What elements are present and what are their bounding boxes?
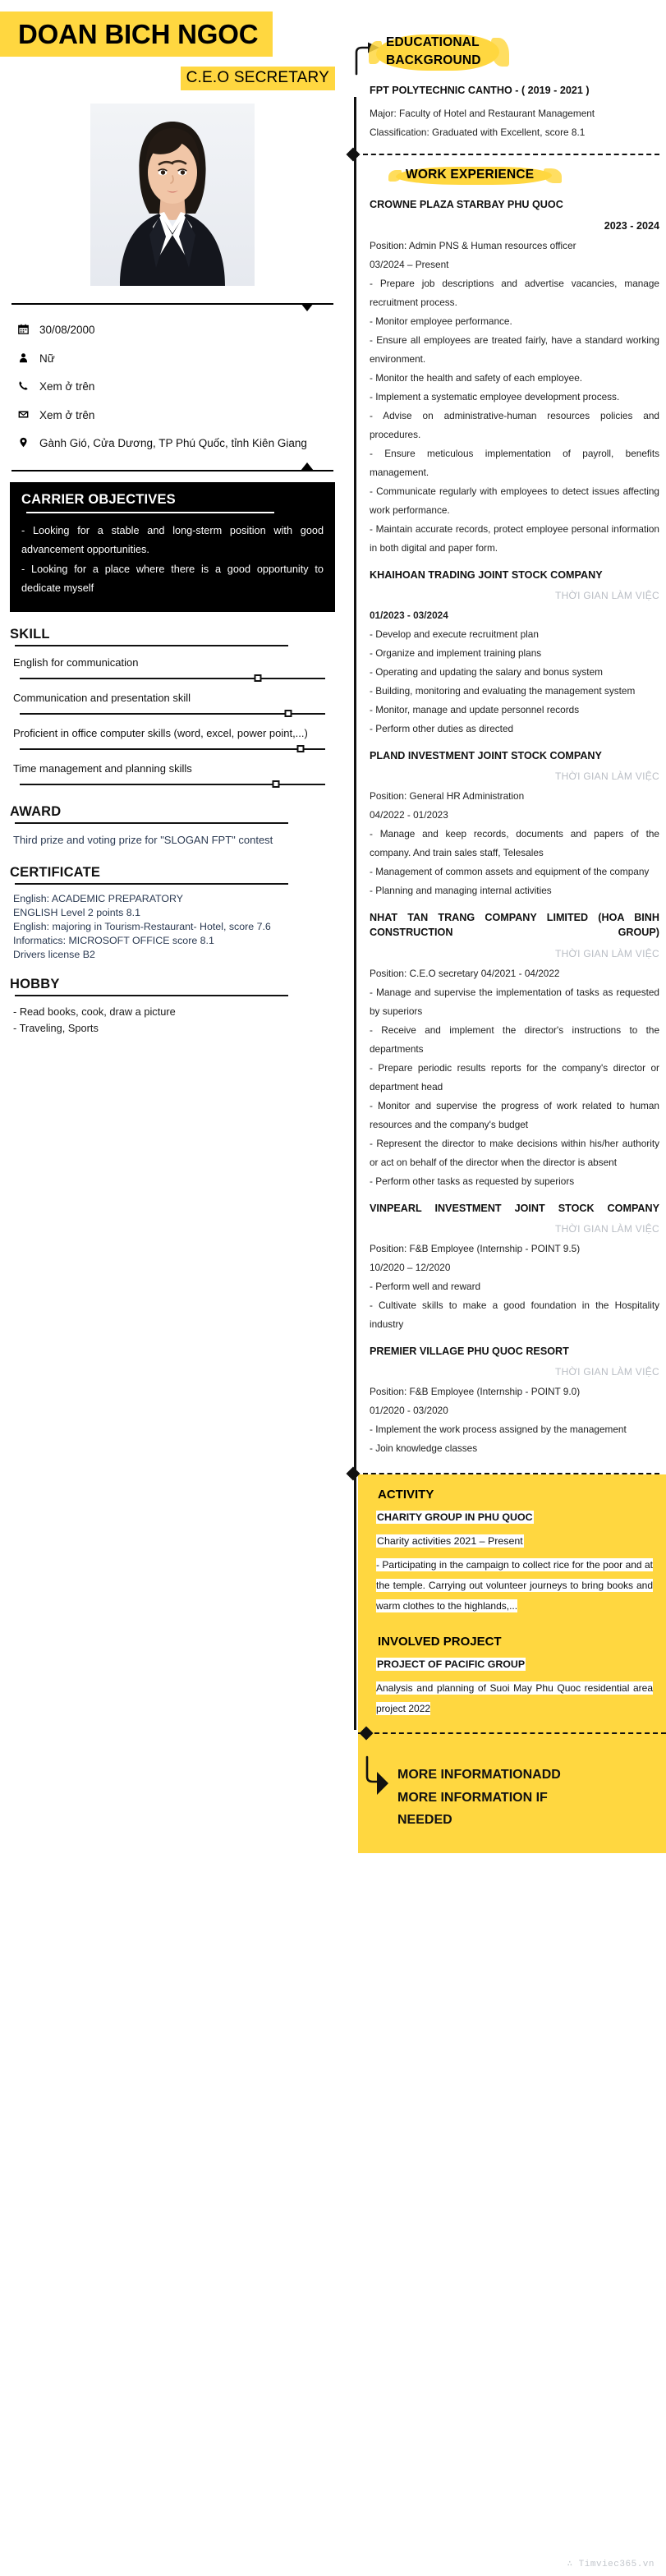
job-line: - Operating and updating the salary and bonus system: [370, 665, 603, 678]
more-information-panel: [358, 1747, 666, 1853]
job-title-row: [0, 67, 345, 90]
job-line: Position: F&B Employee (Internship - POINT 9.5): [370, 1242, 581, 1254]
divider-line: [11, 470, 333, 472]
job-line: - Maintain accurate records, protect employee personal information in both digital and paper form.: [370, 522, 659, 554]
career-objective-line: - Looking for a stable and long-sterm position with good advancement opportunities.: [21, 524, 324, 555]
work-experience-heading: [396, 163, 552, 187]
job-entry: [370, 910, 659, 1191]
education-heading: [376, 31, 499, 73]
section-divider-dashed: [358, 1732, 666, 1734]
job-date: 2023 - 2024: [604, 219, 659, 232]
skill-item: [10, 654, 335, 683]
job-line: - Develop and execute recruitment plan: [370, 628, 539, 640]
job-line: - Planning and managing internal activities: [370, 885, 552, 896]
career-objectives-heading: CARRIER OBJECTIVES: [21, 491, 176, 507]
contact-item-email: [18, 407, 345, 425]
triangle-down-icon: [301, 303, 314, 311]
job-line: - Monitor, manage and update personnel records: [370, 703, 580, 715]
job-date-placeholder: THỜI GIAN LÀM VIỆC: [554, 589, 659, 601]
portrait-illustration: [90, 104, 255, 286]
contact-item-phone: [18, 379, 345, 396]
contact-value: Gành Gió, Cửa Dương, TP Phú Quốc, tỉnh Kiên Giang: [39, 437, 307, 449]
job-line: - Monitor employee performance.: [370, 315, 512, 327]
job-entry: [370, 568, 659, 738]
contact-item-address: [18, 435, 345, 453]
activity-description: - Participating in the campaign to collect rice for the poor and at the temple. Carrying out volunteer journeys to bring books and warm clothes to the highlands,...: [376, 1558, 653, 1612]
contact-value: 30/08/2000: [39, 324, 95, 336]
contact-list: [18, 322, 345, 453]
job-line: 04/2022 - 01/2023: [370, 809, 448, 821]
contact-value: Xem ở trên: [39, 380, 95, 393]
skill-track: [20, 748, 325, 750]
hobby-section: [10, 977, 335, 1037]
heading-rule: [15, 995, 288, 996]
job-company: CROWNE PLAZA STARBAY PHU QUOC: [370, 199, 563, 211]
certificate-line: Drivers license B2: [13, 949, 95, 961]
job-line: Position: C.E.O secretary 04/2021 - 04/2022: [370, 967, 560, 979]
job-entry: [370, 1201, 659, 1334]
skill-heading: SKILL: [10, 626, 50, 642]
job-date-placeholder: THỜI GIAN LÀM VIỆC: [554, 947, 659, 959]
heading-rule: [15, 822, 288, 824]
job-line: Position: Admin PNS & Human resources officer: [370, 239, 576, 251]
job-date: 01/2023 - 03/2024: [370, 609, 448, 621]
hobby-line: - Read books, cook, draw a picture: [13, 1005, 176, 1019]
education-major: Major: Faculty of Hotel and Restaurant Management: [370, 108, 595, 120]
job-line: - Receive and implement the director's instructions to the departments: [370, 1024, 659, 1055]
job-entry: [370, 748, 659, 900]
activity-period: Charity activities 2021 – Present: [377, 1534, 523, 1547]
job-date-placeholder: THỜI GIAN LÀM VIỆC: [554, 770, 659, 782]
profile-photo: [90, 104, 255, 286]
certificate-line: English: ACADEMIC PREPARATORY: [13, 892, 184, 904]
job-line: - Join knowledge classes: [370, 1442, 478, 1454]
person-icon: [18, 351, 39, 368]
job-line: - Manage and keep records, documents and papers of the company. And train sales staff, Telesales: [370, 828, 659, 858]
education-heading-line1: EDUCATIONAL: [386, 35, 480, 49]
heading-rule: [26, 512, 274, 513]
contact-value: Xem ở trên: [39, 408, 95, 421]
job-title-banner: C.E.O SECRETARY: [181, 67, 335, 90]
skill-item: [10, 689, 335, 719]
calendar-icon: [18, 322, 39, 339]
job-line: - Monitor and supervise the progress of work related to human resources and the company's budget: [370, 1099, 659, 1130]
diamond-marker-icon: [347, 148, 361, 162]
job-line: - Prepare job descriptions and advertise vacancies, manage recruitment process.: [370, 277, 659, 308]
job-entry: [370, 197, 659, 557]
job-line: 03/2024 – Present: [370, 258, 449, 270]
job-line: Position: General HR Administration: [370, 790, 525, 802]
page-title: DOAN BICH NGOC: [18, 19, 259, 49]
project-title: PROJECT OF PACIFIC GROUP: [377, 1658, 526, 1671]
more-information-line: MORE INFORMATION IF: [397, 1790, 548, 1805]
arrow-down-icon: [363, 1755, 391, 1800]
activity-heading: ACTIVITY: [378, 1488, 434, 1502]
activity-description-row: [376, 1555, 653, 1617]
job-entry: [370, 1344, 659, 1458]
contact-item-gender: [18, 351, 345, 368]
skill-knob[interactable]: [273, 780, 280, 788]
job-line: - Perform well and reward: [370, 1280, 481, 1292]
skill-bar[interactable]: [20, 780, 325, 789]
job-line: - Building, monitoring and evaluating the management system: [370, 684, 636, 697]
skill-label: English for communication: [13, 656, 139, 669]
job-line: - Manage and supervise the implementation of tasks as requested by superiors: [370, 986, 659, 1017]
job-line: - Implement a systematic employee development process.: [370, 390, 620, 402]
triangle-up-icon: [301, 462, 314, 471]
skill-bar[interactable]: [20, 674, 325, 683]
project-title-row: [376, 1654, 653, 1675]
skill-label: Time management and planning skills: [13, 761, 192, 775]
more-information-line: MORE INFORMATIONADD: [397, 1768, 561, 1782]
job-line: 01/2020 - 03/2020: [370, 1405, 448, 1416]
skill-item: [10, 724, 335, 754]
name-banner: [0, 12, 273, 57]
heading-rule: [15, 645, 288, 646]
job-line: - Ensure meticulous implementation of payroll, benefits management.: [370, 447, 659, 478]
right-column: [345, 0, 666, 1853]
certificate-line: ENGLISH Level 2 points 8.1: [13, 906, 140, 918]
job-date-placeholder: THỜI GIAN LÀM VIỆC: [554, 1222, 659, 1235]
left-column: [0, 0, 345, 1037]
contact-value: Nữ: [39, 352, 55, 365]
job-line: - Ensure all employees are treated fairly, have a standard working environment.: [370, 334, 659, 365]
activity-group-title: CHARITY GROUP IN PHU QUOC: [377, 1511, 533, 1523]
location-pin-icon: [18, 435, 39, 453]
award-text: Third prize and voting prize for "SLOGAN FPT" contest: [13, 834, 273, 847]
certificate-section: [10, 865, 335, 963]
skill-knob[interactable]: [285, 710, 292, 717]
contact-item-birthdate: [18, 322, 345, 339]
job-line: - Cultivate skills to make a good foundation in the Hospitality industry: [370, 1299, 659, 1330]
work-experience-heading-label: WORK EXPERIENCE: [406, 168, 535, 182]
heading-rule: [15, 883, 288, 885]
job-line: - Advise on administrative-human resources policies and procedures.: [370, 409, 659, 440]
section-divider-dashed: [363, 154, 659, 155]
award-section: [10, 804, 335, 850]
skill-knob[interactable]: [297, 745, 305, 752]
education-school: FPT POLYTECHNIC CANTHO - ( 2019 - 2021 ): [370, 85, 590, 96]
career-objectives-section: [10, 482, 335, 612]
job-company: PLAND INVESTMENT JOINT STOCK COMPANY: [370, 749, 602, 761]
job-date-placeholder: THỜI GIAN LÀM VIỆC: [554, 1366, 659, 1378]
job-company: VINPEARL INVESTMENT JOINT STOCK COMPANY: [370, 1202, 659, 1214]
involved-project-heading: INVOLVED PROJECT: [378, 1635, 502, 1649]
award-heading: AWARD: [10, 804, 62, 820]
project-description-row: [376, 1678, 653, 1719]
divider-top: [11, 299, 333, 310]
hobby-heading: HOBBY: [10, 977, 60, 992]
divider-line: [11, 303, 333, 305]
job-line: - Management of common assets and equipment of the company: [370, 866, 650, 877]
job-company: KHAIHOAN TRADING JOINT STOCK COMPANY: [370, 568, 603, 581]
activity-panel: [358, 1474, 666, 1747]
education-classification: Classification: Graduated with Excellent, score 8.1: [370, 126, 586, 139]
education-block: [370, 83, 659, 142]
job-line: - Prepare periodic results reports for the company's director or department head: [370, 1061, 659, 1092]
job-line: 10/2020 – 12/2020: [370, 1261, 451, 1273]
job-line: - Implement the work process assigned by the management: [370, 1424, 627, 1435]
job-line: Position: F&B Employee (Internship - POINT 9.0): [370, 1386, 581, 1397]
education-heading-line2: BACKGROUND: [386, 53, 481, 67]
divider-bottom: [11, 466, 333, 477]
job-line: - Perform other duties as directed: [370, 722, 514, 734]
skill-track: [20, 713, 325, 715]
certificate-line: Informatics: MICROSOFT OFFICE score 8.1: [13, 935, 214, 947]
job-line: - Monitor the health and safety of each employee.: [370, 371, 583, 384]
skill-bar[interactable]: [20, 709, 325, 719]
skill-label: Proficient in office computer skills (word, excel, power point,...): [13, 726, 308, 739]
activity-group-row: [376, 1507, 653, 1528]
skill-track: [20, 678, 325, 679]
phone-icon: [18, 379, 39, 396]
job-line: - Communicate regularly with employees to detect issues affecting work performance.: [370, 485, 659, 516]
more-information-line: NEEDED: [397, 1813, 452, 1828]
job-line: - Perform other tasks as requested by superiors: [370, 1175, 575, 1187]
timeline-rail: [354, 97, 356, 1730]
site-credit: ∴ Timviec365.vn: [567, 2560, 655, 2569]
skill-item: [10, 760, 335, 789]
certificate-line: English: majoring in Tourism-Restaurant- Hotel, score 7.6: [13, 921, 271, 933]
diamond-marker-icon: [360, 1727, 374, 1741]
job-line: - Represent the director to make decisions within his/her authority or act on behalf of the director when the director is absent: [370, 1137, 659, 1168]
skill-label: Communication and presentation skill: [13, 691, 191, 704]
career-objective-line: - Looking for a place where there is a good opportunity to dedicate myself: [21, 563, 324, 594]
hobby-line: - Traveling, Sports: [13, 1022, 99, 1035]
job-line: - Organize and implement training plans: [370, 646, 542, 659]
job-company: NHAT TAN TRANG COMPANY LIMITED (HOA BINH CONSTRUCTION GROUP): [370, 912, 659, 939]
skill-knob[interactable]: [255, 674, 262, 682]
skill-bar[interactable]: [20, 744, 325, 754]
section-divider-dashed: [363, 1473, 659, 1474]
job-company: PREMIER VILLAGE PHU QUOC RESORT: [370, 1345, 569, 1357]
certificate-heading: CERTIFICATE: [10, 864, 101, 880]
activity-period-row: [376, 1531, 653, 1552]
mail-icon: [18, 407, 39, 425]
project-description: Analysis and planning of Suoi May Phu Quoc residential area project 2022: [376, 1682, 653, 1715]
skill-section: [10, 627, 335, 790]
